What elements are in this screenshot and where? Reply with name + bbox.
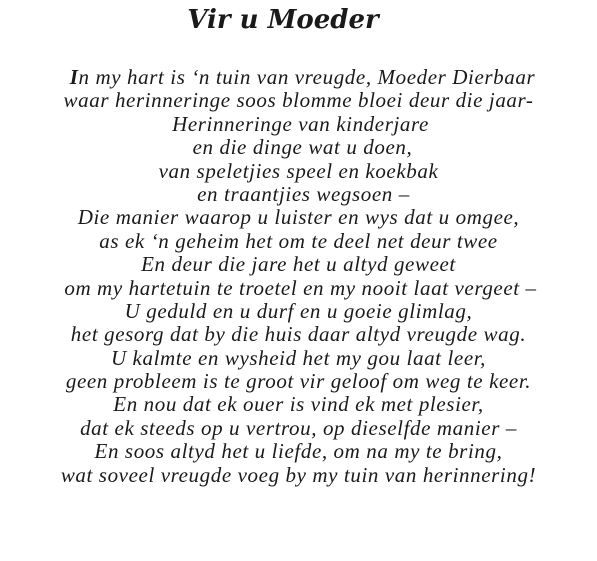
poem-line: het gesorg dat by die huis daar altyd vreugde wag. [70,322,527,347]
poem-title: Vir u Moeder [187,5,379,35]
poem-line: En deur die jare het u altyd geweet [141,252,456,277]
poem-line: en traantjies wegsoen – [197,181,410,206]
poem-line: En nou dat ek ouer is vind ek met plesier, [113,392,484,417]
poem-line: en die dinge wat u doen, [192,135,413,160]
poem-line: geen probleem is te groot vir geloof om weg te keer. [65,369,532,394]
poem-line: as ek ‘n geheim het om te deel net deur twee [99,228,498,253]
poem-line [0,66,597,89]
poem-line: Herinneringe van kinderjare [172,111,429,136]
poem-line: waar herinneringe soos blomme bloei deur die jaar- [63,88,534,113]
poem-line: U kalmte en wysheid het my gou laat leer, [110,345,487,370]
poem-line: En soos altyd het u liefde, om na my te bring, [94,439,503,464]
poem-line: wat soveel vreugde voeg by my tuin van herinnering! [60,462,537,487]
poem-line: om my hartetuin te troetel en my nooit laat vergeet – [64,275,537,300]
poem-line: U geduld en u durf en u goeie glimlag, [124,298,473,323]
poem-line: Die manier waarop u luister en wys dat u omgee, [77,205,520,230]
poem-body [0,66,597,487]
poem-line: van speletjies speel en koekbak [158,158,439,183]
poem-first-line-text: n my hart is ‘n tuin van vreugde, Moeder Dierbaar [78,65,536,89]
poem-first-letter: I [69,65,79,89]
poem-line: dat ek steeds op u vertrou, op dieselfde manier – [80,415,517,440]
